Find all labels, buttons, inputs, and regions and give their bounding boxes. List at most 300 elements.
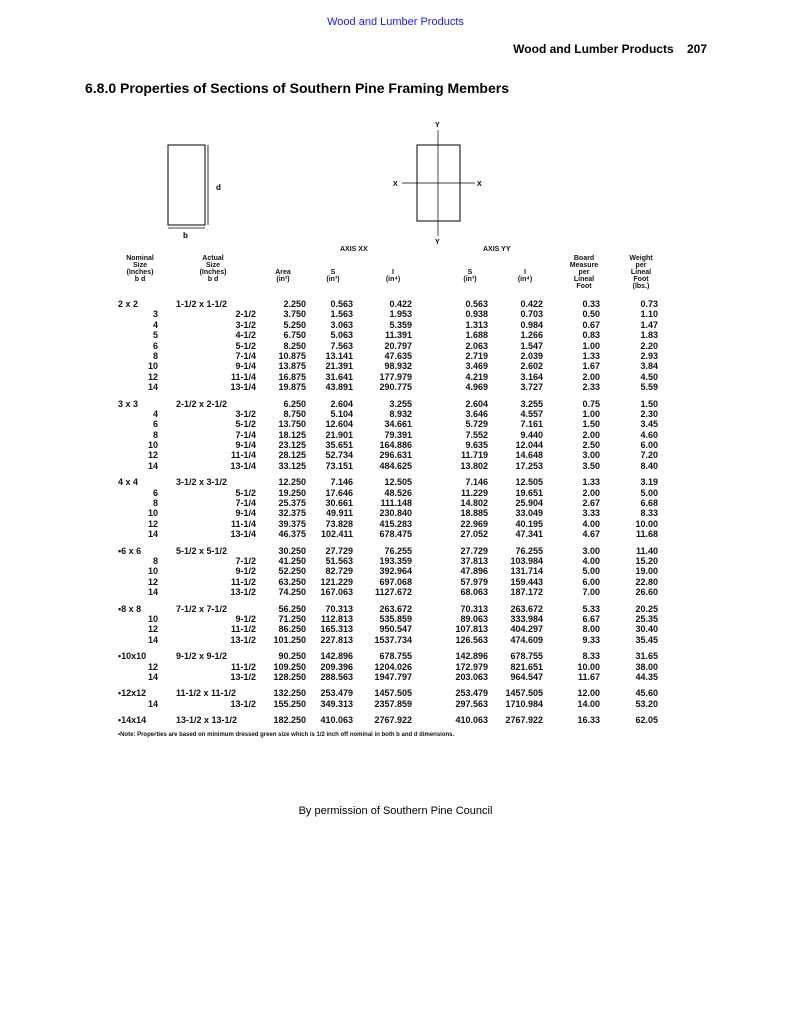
table-cell: 678.755 — [379, 651, 412, 662]
table-cell: 2.00 — [582, 429, 600, 440]
table-cell: 35.651 — [325, 440, 353, 451]
table-cell: 3.646 — [465, 408, 488, 419]
table-cell: 1.67 — [582, 361, 600, 372]
table-cell: 107.813 — [455, 624, 488, 635]
column-header-line: b d — [134, 276, 146, 283]
table-group — [118, 477, 678, 539]
table-cell: 697.068 — [379, 576, 412, 587]
table-cell: 8.33 — [640, 508, 658, 519]
table-cell: 1710.984 — [505, 698, 543, 709]
table-cell: 23.125 — [278, 440, 306, 451]
table-row — [118, 299, 678, 309]
table-cell: 2.250 — [283, 299, 306, 309]
top-header-link[interactable]: Wood and Lumber Products — [327, 16, 464, 28]
table-cell: 53.20 — [635, 698, 658, 709]
column-header-line — [313, 255, 353, 262]
table-group — [118, 604, 678, 646]
table-cell: 4.67 — [582, 529, 600, 540]
table-cell: 0.33 — [582, 299, 600, 309]
table-cell: 63.250 — [278, 576, 306, 587]
table-cell: 76.255 — [515, 545, 543, 556]
table-cell: 131.714 — [510, 566, 543, 577]
table-cell: 1.688 — [465, 330, 488, 341]
table-row — [118, 450, 678, 460]
table-cell: 17.646 — [325, 487, 353, 498]
table-cell: 22.80 — [635, 576, 658, 587]
table-cell: 0.422 — [389, 299, 412, 309]
table-group — [118, 299, 678, 393]
table-cell: 3-1/2 — [235, 319, 256, 330]
table-cell: 13-1/2 — [230, 587, 256, 598]
table-cell: 12.505 — [384, 477, 412, 488]
table-cell: 30.40 — [635, 624, 658, 635]
table-cell: 2.00 — [582, 371, 600, 382]
table-cell: 20.797 — [384, 340, 412, 351]
table-cell: 9-1/2 — [235, 566, 256, 577]
table-cell: 3.00 — [582, 545, 600, 556]
table-cell: 187.172 — [510, 587, 543, 598]
table-cell: 193.359 — [379, 555, 412, 566]
table-cell: 404.297 — [510, 624, 543, 635]
table-cell: 8 — [152, 498, 158, 509]
table-cell: 12 — [147, 624, 158, 635]
table-cell: 167.063 — [320, 587, 353, 598]
table-cell: 3.750 — [283, 309, 306, 320]
table-cell: 9-1/4 — [235, 508, 256, 519]
table-cell: 14 — [147, 460, 158, 471]
table-cell: 89.063 — [460, 613, 488, 624]
label-b: b — [183, 231, 188, 240]
table-row — [118, 651, 678, 661]
table-cell: 11-1/4 — [230, 371, 256, 382]
table-cell: 0.984 — [520, 319, 543, 330]
column-header-line: Actual — [202, 255, 224, 262]
table-cell: 8.932 — [389, 408, 412, 419]
table-cell: 70.313 — [460, 603, 488, 614]
table-cell: 3.727 — [520, 382, 543, 393]
table-cell: 4-1/2 — [235, 330, 256, 341]
table-cell: 142.896 — [320, 651, 353, 662]
table-cell: 0.938 — [465, 309, 488, 320]
table-cell: 177.979 — [379, 371, 412, 382]
table-cell: 7-1/4 — [235, 350, 256, 361]
table-cell: 9.635 — [465, 440, 488, 451]
table-cell: 5-1/2 — [235, 487, 256, 498]
column-header — [118, 255, 162, 283]
table-cell: 12.250 — [278, 477, 306, 488]
table-cell: 253.479 — [320, 688, 353, 699]
table-cell: 40.195 — [515, 518, 543, 529]
table-cell: 68.063 — [460, 587, 488, 598]
table-cell: 2.93 — [640, 350, 658, 361]
table-row — [118, 409, 678, 419]
table-cell: 3.50 — [582, 460, 600, 471]
column-header-line: (in⁴) — [385, 276, 401, 283]
table-cell: 3.469 — [465, 361, 488, 372]
table-cell: 263.672 — [510, 603, 543, 614]
table-row — [118, 529, 678, 539]
table-cell: 14 — [147, 698, 158, 709]
column-header-line — [373, 255, 413, 262]
table-cell: 182.250 — [273, 715, 306, 726]
table-cell: 3.255 — [520, 398, 543, 409]
table-row — [118, 341, 678, 351]
table-cell: 12 — [147, 371, 158, 382]
table-group — [118, 688, 678, 709]
table-cell: 12.00 — [577, 688, 600, 699]
table-cell: 333.984 — [510, 613, 543, 624]
table-cell: 10 — [147, 508, 158, 519]
table-group — [118, 399, 678, 472]
table-cell: 26.60 — [635, 587, 658, 598]
table-cell: 3.84 — [640, 361, 658, 372]
table-row — [118, 587, 678, 597]
table-cell: 0.422 — [520, 299, 543, 309]
column-header — [373, 255, 413, 283]
table-row — [118, 624, 678, 634]
column-header-line: (lbs.) — [632, 283, 650, 290]
table-cell: 79.391 — [384, 429, 412, 440]
table-cell: 4.00 — [582, 555, 600, 566]
table-cell: 1.266 — [520, 330, 543, 341]
table-row — [118, 320, 678, 330]
table-cell: 70.313 — [325, 603, 353, 614]
table-cell: 2.063 — [465, 340, 488, 351]
table-cell: 16.33 — [577, 715, 600, 726]
table-row — [118, 715, 678, 725]
table-cell: 33.049 — [515, 508, 543, 519]
running-header — [513, 42, 707, 56]
table-cell: 4 x 4 — [118, 477, 139, 488]
table-cell: 13.750 — [278, 419, 306, 430]
table-row — [118, 440, 678, 450]
table-cell: 1.953 — [389, 309, 412, 320]
column-header-line: per — [635, 262, 647, 269]
table-cell: 13-1/2 x 13-1/2 — [176, 715, 238, 726]
table-cell: 1204.026 — [374, 661, 412, 672]
column-header-line: (Inches) — [199, 269, 227, 276]
table-cell: 410.063 — [320, 715, 353, 726]
table-row — [118, 477, 678, 487]
table-row — [118, 672, 678, 682]
table-cell: 3.164 — [520, 371, 543, 382]
table-cell: 13.141 — [325, 350, 353, 361]
table-cell: 5 — [152, 330, 158, 341]
table-cell: 5.063 — [330, 330, 353, 341]
table-cell: 19.875 — [278, 382, 306, 393]
column-header-line — [505, 262, 545, 269]
table-cell: 1.50 — [640, 398, 658, 409]
table-cell: 6.250 — [283, 398, 306, 409]
table-cell: 6.68 — [640, 498, 658, 509]
table-cell: 4.00 — [582, 518, 600, 529]
table-row — [118, 508, 678, 518]
table-cell: 535.859 — [379, 613, 412, 624]
table-cell: 5-1/2 x 5-1/2 — [176, 545, 228, 556]
table-cell: 71.250 — [278, 613, 306, 624]
table-cell: 4 — [152, 408, 158, 419]
table-cell: 9.33 — [582, 634, 600, 645]
table-cell: 30.250 — [278, 545, 306, 556]
table-cell: 4.60 — [640, 429, 658, 440]
table-cell: 6 — [152, 419, 158, 430]
table-cell: 12 — [147, 518, 158, 529]
table-cell: 5.729 — [465, 419, 488, 430]
table-cell: 47.896 — [460, 566, 488, 577]
table-cell: 8.00 — [582, 624, 600, 635]
table-cell: 1457.505 — [374, 688, 412, 699]
table-cell: 128.250 — [273, 671, 306, 682]
table-cell: 288.563 — [320, 671, 353, 682]
table-cell: 165.313 — [320, 624, 353, 635]
table-cell: 5.359 — [389, 319, 412, 330]
table-cell: 10 — [147, 566, 158, 577]
column-header-line: Board — [573, 255, 595, 262]
table-row — [118, 688, 678, 698]
table-cell: 1.00 — [582, 408, 600, 419]
table-cell: 1127.672 — [374, 587, 412, 598]
table-cell: 49.911 — [325, 508, 353, 519]
table-cell: 3.063 — [330, 319, 353, 330]
table-cell: 5-1/2 — [235, 340, 256, 351]
table-cell: 21.391 — [325, 361, 353, 372]
table-cell: 2.67 — [582, 498, 600, 509]
column-header — [263, 255, 303, 283]
table-row — [118, 498, 678, 508]
table-cell: 2.20 — [640, 340, 658, 351]
table-cell: 964.547 — [510, 671, 543, 682]
table-cell: 12.505 — [515, 477, 543, 488]
table-cell: 39.375 — [278, 518, 306, 529]
table-cell: 90.250 — [278, 651, 306, 662]
table-cell: 13-1/4 — [230, 460, 256, 471]
table-cell: 5.00 — [640, 487, 658, 498]
table-cell: 3 x 3 — [118, 398, 139, 409]
table-cell: 11.67 — [577, 671, 600, 682]
label-y-bottom: Y — [435, 239, 440, 245]
label-x-right: X — [477, 181, 482, 188]
table-cell: 73.151 — [325, 460, 353, 471]
table-cell: 821.651 — [510, 661, 543, 672]
table-cell: 111.148 — [380, 498, 412, 509]
table-row — [118, 461, 678, 471]
table-cell: 1.33 — [582, 350, 600, 361]
column-header-line — [313, 262, 353, 269]
column-header-line: Area — [275, 269, 291, 276]
table-cell: 2.039 — [520, 350, 543, 361]
section-properties-table — [118, 245, 678, 739]
column-header-line: Measure — [569, 262, 599, 269]
table-cell: 8.750 — [283, 408, 306, 419]
table-cell: 678.475 — [379, 529, 412, 540]
table-cell: 2.604 — [465, 398, 488, 409]
table-cell: 13-1/2 — [230, 671, 256, 682]
table-cell: 11-1/2 — [230, 624, 256, 635]
axis-yy-label: AXIS YY — [483, 246, 511, 253]
table-cell: 14.802 — [460, 498, 488, 509]
table-cell: 14 — [147, 634, 158, 645]
table-row — [118, 430, 678, 440]
table-cell: 132.250 — [273, 688, 306, 699]
table-cell: 32.375 — [278, 508, 306, 519]
table-cell: 31.65 — [635, 651, 658, 662]
table-cell: 1.10 — [640, 309, 658, 320]
table-cell: 3.00 — [582, 450, 600, 461]
table-cell: 10 — [147, 613, 158, 624]
table-cell: 44.35 — [635, 671, 658, 682]
table-cell: 14 — [147, 587, 158, 598]
table-cell: 56.250 — [278, 603, 306, 614]
column-header-line: Weight — [629, 255, 653, 262]
column-header — [178, 255, 248, 283]
table-cell: 13.802 — [460, 460, 488, 471]
table-cell: 57.979 — [460, 576, 488, 587]
table-cell: 3 — [152, 309, 158, 320]
table-cell: 73.828 — [325, 518, 353, 529]
table-cell: 2767.922 — [374, 715, 412, 726]
table-cell: 3.33 — [582, 508, 600, 519]
axis-xx-label: AXIS XX — [340, 246, 368, 253]
table-cell: 25.375 — [278, 498, 306, 509]
table-row — [118, 330, 678, 340]
table-cell: 1.547 — [520, 340, 543, 351]
table-group — [118, 651, 678, 682]
table-cell: •6 x 6 — [118, 545, 142, 556]
table-cell: 47.635 — [384, 350, 412, 361]
column-header-line: Lineal — [573, 276, 595, 283]
table-cell: 33.125 — [278, 460, 306, 471]
table-cell: 11.40 — [635, 545, 658, 556]
axis-header-row — [118, 245, 678, 255]
column-header-line: (in³) — [463, 276, 477, 283]
table-cell: 6.67 — [582, 613, 600, 624]
table-cell: 7.563 — [330, 340, 353, 351]
table-cell: 159.443 — [510, 576, 543, 587]
table-cell: 7.20 — [640, 450, 658, 461]
table-row — [118, 577, 678, 587]
table-cell: 209.396 — [320, 661, 353, 672]
table-cell: 6 — [152, 340, 158, 351]
table-cell: 47.341 — [515, 529, 543, 540]
table-cell: 263.672 — [379, 603, 412, 614]
table-cell: 2.50 — [582, 440, 600, 451]
table-cell: 290.775 — [379, 382, 412, 393]
table-cell: 3.45 — [640, 419, 658, 430]
table-cell: 74.250 — [278, 587, 306, 598]
table-cell: 2767.922 — [505, 715, 543, 726]
table-group — [118, 546, 678, 598]
table-cell: 2 x 2 — [118, 299, 139, 309]
table-cell: 82.729 — [325, 566, 353, 577]
table-cell: 126.563 — [455, 634, 488, 645]
table-cell: 112.813 — [320, 613, 353, 624]
table-cell: 0.67 — [582, 319, 600, 330]
table-cell: 227.813 — [320, 634, 353, 645]
table-cell: 12 — [147, 661, 158, 672]
table-cell: 164.886 — [379, 440, 412, 451]
table-cell: 8.250 — [283, 340, 306, 351]
axis-section-diagram — [393, 122, 482, 245]
table-cell: 6 — [152, 487, 158, 498]
column-header-line: (in⁴) — [517, 276, 533, 283]
table-cell: 52.734 — [325, 450, 353, 461]
table-cell: 13-1/4 — [230, 382, 256, 393]
table-cell: 0.563 — [330, 299, 353, 309]
table-row — [118, 382, 678, 392]
table-cell: 102.411 — [320, 529, 353, 540]
table-cell: 62.05 — [635, 715, 658, 726]
table-cell: 2-1/2 x 2-1/2 — [176, 398, 228, 409]
table-cell: 8 — [152, 429, 158, 440]
table-cell: 13.875 — [278, 361, 306, 372]
table-cell: 950.547 — [379, 624, 412, 635]
column-header-line: (in³) — [326, 276, 340, 283]
column-header-line: (Inches) — [126, 269, 154, 276]
table-cell: 415.283 — [379, 518, 412, 529]
table-cell: 7-1/2 — [235, 555, 256, 566]
table-cell: 2.33 — [582, 382, 600, 393]
table-row — [118, 546, 678, 556]
table-cell: 19.250 — [278, 487, 306, 498]
column-header-line: S — [330, 269, 336, 276]
column-header-line: I — [392, 269, 394, 276]
table-row — [118, 372, 678, 382]
column-header-line: Size — [132, 262, 147, 269]
table-row — [118, 419, 678, 429]
table-cell: 0.73 — [640, 299, 658, 309]
table-cell: 7.146 — [330, 477, 353, 488]
table-cell: 11-1/2 x 11-1/2 — [176, 688, 237, 699]
table-cell: 48.526 — [384, 487, 412, 498]
table-cell: 4.557 — [520, 408, 543, 419]
table-cell: 4 — [152, 319, 158, 330]
table-cell: 76.255 — [384, 545, 412, 556]
table-cell: 13-1/4 — [230, 529, 256, 540]
table-cell: 349.313 — [320, 698, 353, 709]
column-header-row — [118, 255, 678, 299]
table-cell: 109.250 — [273, 661, 306, 672]
table-cell: •14x14 — [118, 715, 147, 726]
table-cell: 6.00 — [640, 440, 658, 451]
table-cell: 230.840 — [379, 508, 412, 519]
table-cell: 2.719 — [465, 350, 488, 361]
column-header-line: Foot — [633, 276, 649, 283]
table-cell: 52.250 — [278, 566, 306, 577]
table-cell: 17.253 — [515, 460, 543, 471]
table-cell: 5.59 — [640, 382, 658, 393]
table-cell: 0.75 — [582, 398, 600, 409]
table-cell: 12 — [147, 576, 158, 587]
table-cell: 5.104 — [330, 408, 353, 419]
table-cell: 51.563 — [325, 555, 353, 566]
table-cell: 14 — [147, 671, 158, 682]
table-cell: 1.83 — [640, 330, 658, 341]
table-cell: 4.219 — [465, 371, 488, 382]
table-cell: 12.044 — [515, 440, 543, 451]
table-cell: 7.552 — [465, 429, 488, 440]
table-cell: 38.00 — [635, 661, 658, 672]
section-diagrams — [150, 120, 490, 245]
label-x-left: X — [393, 181, 398, 188]
running-title: Wood and Lumber Products — [513, 42, 674, 56]
table-cell: 14.648 — [515, 450, 543, 461]
label-d: d — [216, 183, 221, 192]
table-row — [118, 351, 678, 361]
table-cell: 98.932 — [384, 361, 412, 372]
table-cell: 28.125 — [278, 450, 306, 461]
table-cell: 155.250 — [273, 698, 306, 709]
table-cell: 35.45 — [635, 634, 658, 645]
